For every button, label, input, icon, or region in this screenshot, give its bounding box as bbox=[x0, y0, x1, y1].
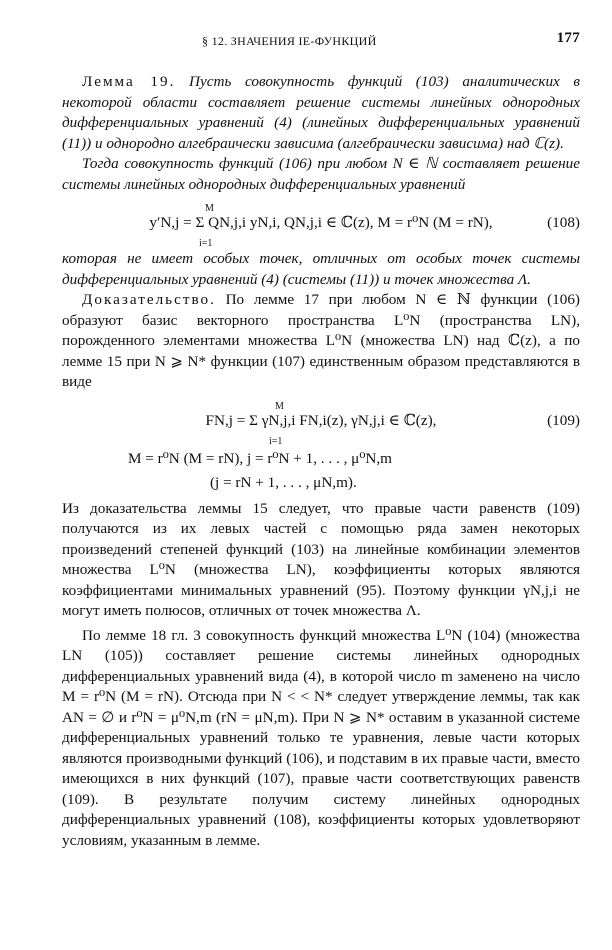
proof-label: Доказательство. bbox=[82, 291, 216, 308]
header-title: § 12. ЗНАЧЕНИЯ IE-ФУНКЦИЙ bbox=[202, 34, 377, 48]
lemma-text-2: Тогда совокупность функций (106) при любом N ∈ ℕ составляет решение системы линейных однородных дифференциальных уравнений bbox=[62, 155, 580, 193]
proof-text: По лемме 17 при любом N ∈ ℕ функции (106) образуют базис векторного пространства L⁰N (пространства LN), порожденного элементами множества L⁰N (множества LN) над ℂ(z), а по лемме 15 при N ⩾ N* функции (107) единственным образом представляются в виде bbox=[62, 291, 580, 390]
eq109-sum-lower: i=1 bbox=[269, 435, 283, 447]
proof-paragraph bbox=[62, 290, 580, 393]
lemma-statement bbox=[62, 72, 580, 154]
eq108-number: (108) bbox=[547, 214, 580, 231]
paragraph-2: Из доказательства леммы 15 следует, что правые части равенств (109) получаются из их левых частей с помощью ряда замен некоторых произведений степеней функций (103) на линейные комбинации элементов множества L⁰N (множества LN), коэффициенты которых являются коэффициентами минимальных уравнений (95). Поэтому функции γN,j,i не могут иметь полюсов, отличных от точек множества Λ. bbox=[62, 499, 580, 619]
eq109-line-2 bbox=[62, 447, 580, 471]
eq108-formula: y′N,j = Σ QN,j,i yN,i, QN,j,i ∈ ℂ(z), M = r⁰N (M = rN), bbox=[149, 214, 493, 231]
eq109-sum-upper: M bbox=[275, 400, 284, 412]
eq108-sum-lower: i=1 bbox=[199, 238, 213, 249]
page-body bbox=[62, 72, 580, 851]
lemma-label: Лемма 19. bbox=[82, 73, 176, 90]
eq109-line-3 bbox=[62, 471, 580, 495]
lemma-text-1: Пусть совокупность функций (103) аналитических в некоторой области составляет решение системы линейных однородных дифференциальных уравнений (4) (линейных дифференциальных уравнений (11)) и однородно алгебраически зависима (алгебраически зависима) над ℂ(z). bbox=[62, 73, 580, 152]
after-eq108-text: которая не имеет особых точек, отличных от особых точек системы дифференциальных уравнений (4) (системы (11)) и точек множества Λ. bbox=[62, 250, 580, 288]
running-header bbox=[62, 28, 580, 52]
equation-108 bbox=[62, 201, 580, 249]
eq109-conditions: M = r⁰N (M = rN), j = r⁰N + 1, . . . , μ⁰N,m bbox=[128, 449, 392, 467]
page bbox=[62, 28, 580, 851]
eq109-conditions-alt: (j = rN + 1, . . . , μN,m). bbox=[210, 473, 357, 491]
eq109-formula: FN,j = Σ γN,j,i FN,i(z), γN,j,i ∈ ℂ(z), bbox=[205, 411, 437, 429]
page-number: 177 bbox=[556, 30, 580, 46]
equation-109 bbox=[62, 399, 580, 447]
eq109-number: (109) bbox=[547, 411, 580, 429]
eq108-sum-upper: M bbox=[205, 203, 214, 214]
paragraph-3: По лемме 18 гл. 3 совокупность функций множества L⁰N (104) (множества LN (105)) составляет решение системы линейных однородных дифференциальных уравнений вида (4), в которой число m заменено на число M = r⁰N (M = rN). Отсюда при N < < N* следует утверждение леммы, так как AN = ∅ и r⁰N = μ⁰N,m (rN = μN,m). При N ⩾ N* оставим в указанной системе дифференциальных уравнений только те уравнения, левые части которых являются производными функций (106), и подставим в их правые части, вместо имеющихся в них функций (107), правые части соответствующих равенств (109). В результате получим систему линейных однородных дифференциальных уравнений (108), коэффициенты которых удовлетворяют условиям, указанным в лемме. bbox=[62, 626, 580, 849]
